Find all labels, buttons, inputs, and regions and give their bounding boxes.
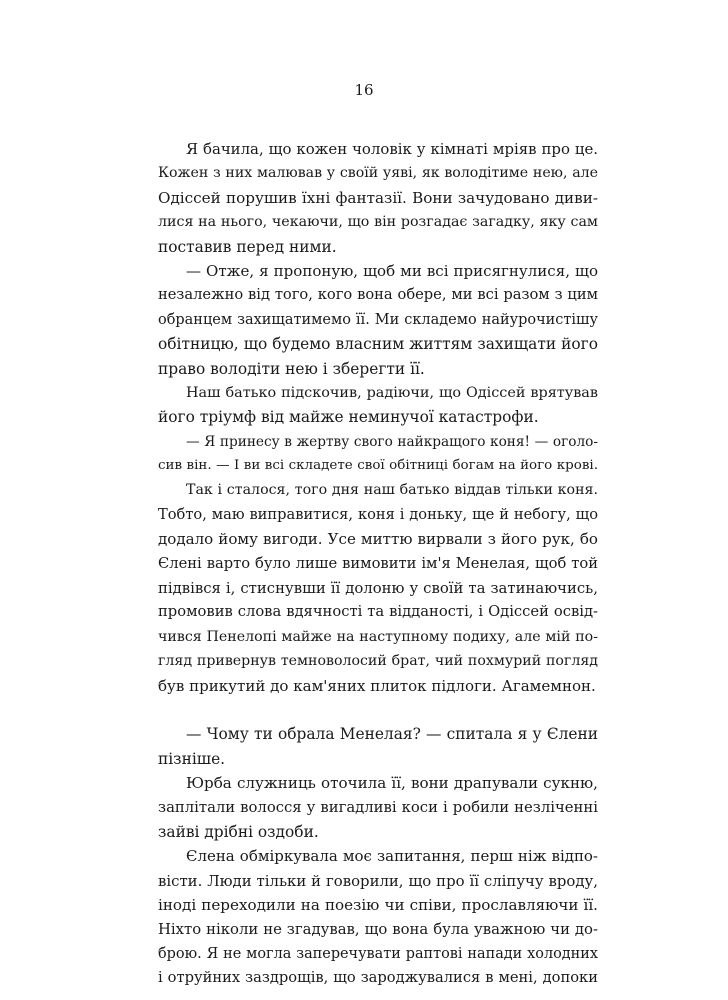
text-line: іноді переходили на поезію чи співи, прославляючи її. xyxy=(158,896,598,915)
text-line: підвівся і, стиснувши її долоню у своїй та затинаючись, xyxy=(158,579,598,598)
text-line: його тріумф від майже неминучої катастрофи. xyxy=(158,408,539,427)
text-line: Єлені варто було лише вимовити ім'я Менелая, щоб той xyxy=(158,554,598,572)
text-line: додало йому вигоди. Усе миттю вирвали з його рук, бо xyxy=(158,530,598,549)
text-line: право володіти нею і зберегти її. xyxy=(158,359,425,378)
text-line: Одіссей порушив їхні фантазії. Вони зачудовано диви- xyxy=(158,188,598,207)
text-line: промовив слова вдячності та відданості, і Одіссей освід- xyxy=(158,603,598,621)
text-line: обранцем захищатимемо її. Ми складемо найурочистішу xyxy=(158,311,598,328)
text-line: — Отже, я пропоную, щоб ми всі присягнулися, що xyxy=(186,261,598,280)
text-line: вісти. Люди тільки й говорили, що про її сліпучу вроду, xyxy=(158,871,598,890)
text-line: Я бачила, що кожен чоловік у кімнаті мріяв про це. xyxy=(186,140,598,158)
text-line: Ніхто ніколи не згадував, що вона була уважною чи до- xyxy=(158,920,598,938)
text-line: Єлена обміркувала моє запитання, перш ніж відпо- xyxy=(186,847,598,866)
text-line: Наш батько підскочив, радіючи, що Одіссей врятував xyxy=(186,384,598,401)
text-line: незалежно від того, кого вона обере, ми всі разом з цим xyxy=(158,286,598,304)
body-text xyxy=(158,137,598,991)
text-line: чився Пенелопі майже на наступному подиху, але мій по- xyxy=(158,628,598,645)
text-line: сив він. — І ви всі складете свої обітниці богам на його крові. xyxy=(158,458,598,474)
text-line: брою. Я не могла заперечувати раптові напади холодних xyxy=(158,945,598,962)
text-line: зайві дрібні оздоби. xyxy=(158,822,319,841)
text-line: Тобто, маю виправитися, коня і доньку, ще й небогу, що xyxy=(158,505,598,523)
text-line: і отруйних заздрощів, що зароджувалися в мені, допоки xyxy=(158,969,598,987)
section-break xyxy=(158,698,598,722)
text-line: лися на нього, чекаючи, що він розгадає загадку, яку сам xyxy=(158,214,598,231)
text-line: — Я принесу в жертву свого найкращого коня! — оголо- xyxy=(186,433,598,450)
text-line: гляд привернув темноволосий брат, чий похмурий погляд xyxy=(158,653,598,670)
text-line: Кожен з них малював у своїй уяві, як володітиме нею, але xyxy=(158,165,598,182)
text-line: обітницю, що будемо власним життям захищати його xyxy=(158,335,598,354)
text-line: пізніше. xyxy=(158,749,226,768)
text-line: Юрба служниць оточила її, вони драпували сукню, xyxy=(186,774,598,793)
text-line: — Чому ти обрала Менелая? — спитала я у Єлени xyxy=(186,725,598,744)
page-number: 16 xyxy=(354,81,374,99)
text-line: поставив перед ними. xyxy=(158,237,337,256)
text-line: Так і сталося, того дня наш батько віддав тільки коня. xyxy=(186,482,598,499)
text-line: був прикутий до кам'яних плиток підлоги. Агамемнон. xyxy=(158,676,596,695)
text-line: заплітали волосся у вигадливі коси і робили незліченні xyxy=(158,798,598,816)
